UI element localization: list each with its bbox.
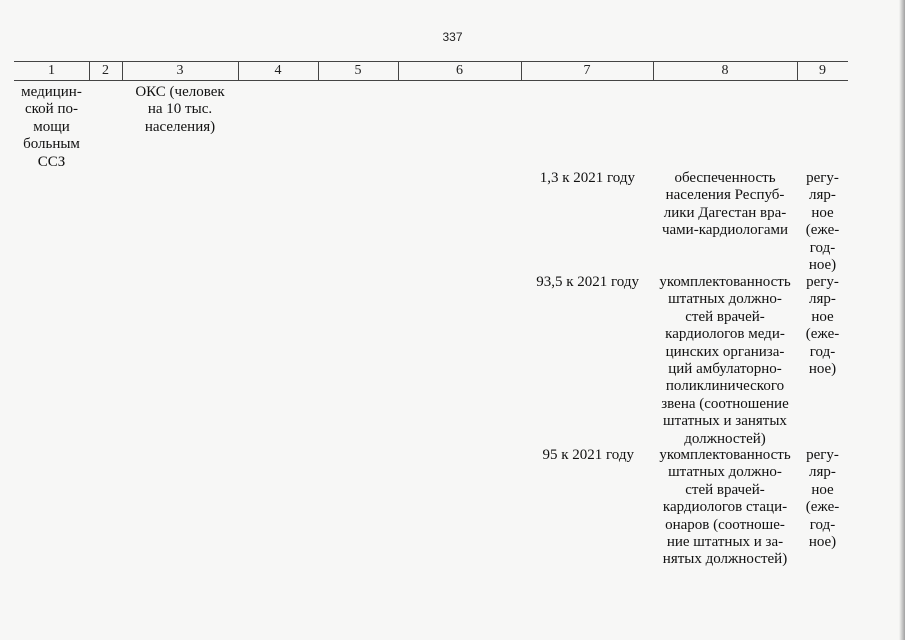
cell-indicator (653, 447, 797, 569)
cell-line: обеспеченность (674, 170, 776, 186)
cell-line: ССЗ (37, 153, 66, 170)
cell-line: ное (811, 481, 834, 498)
cell-line: ное) (808, 534, 837, 551)
cell-line: регу- (806, 170, 839, 186)
cell-unit (122, 84, 238, 136)
cell-line: ляр- (809, 464, 836, 481)
cell-line: (еже- (805, 326, 840, 343)
cell-line: нятых должностей) (662, 551, 788, 568)
cell-line: чами-кардиологами (661, 222, 788, 239)
cell-line: ние штатных и за- (666, 534, 784, 551)
column-number: 5 (354, 63, 362, 78)
cell-line: укомплектованность (659, 274, 791, 290)
cell-line: ное) (808, 257, 837, 274)
cell-line: на 10 тыс. (147, 101, 213, 118)
cell-frequency (797, 274, 848, 378)
cell-line: штатных должно- (668, 464, 782, 481)
cell-line: (еже- (805, 499, 840, 516)
cell-line: регу- (806, 274, 839, 290)
cell-line: (еже- (805, 222, 840, 239)
cell-line: ное (811, 204, 834, 221)
column-number: 9 (819, 63, 826, 78)
page-number: 337 (442, 30, 463, 44)
cell-line: штатных должно- (668, 291, 782, 308)
cell-line: ное (811, 308, 834, 325)
cell-target-value: 93,5 к 2021 году (536, 274, 639, 290)
column-number: 6 (456, 63, 463, 78)
cell-line: штатных и занятых (663, 413, 787, 430)
column-number: 2 (102, 63, 109, 78)
scan-shadow-edge (899, 0, 905, 640)
cell-line: населения) (144, 118, 216, 135)
column-number: 4 (274, 63, 282, 78)
cell-line: мощи (33, 118, 70, 135)
cell-line: лики Дагестан вра- (663, 204, 787, 221)
cell-line: кардиологов меди- (665, 326, 785, 343)
cell-line: кардиологов стаци- (662, 499, 788, 516)
column-number: 3 (176, 63, 184, 78)
column-number: 8 (721, 63, 729, 78)
cell-line: ций амбулаторно- (668, 361, 782, 378)
cell-line: год- (809, 516, 836, 533)
cell-line: ляр- (809, 291, 836, 308)
cell-target-value: 1,3 к 2021 году (539, 170, 635, 186)
cell-indicator (653, 274, 797, 448)
cell-line: стей врачей- (685, 481, 765, 498)
cell-line: стей врачей- (685, 308, 765, 325)
cell-line: регу- (806, 447, 839, 463)
cell-line: населения Респуб- (665, 187, 785, 204)
cell-target-value: 95 к 2021 году (542, 447, 634, 463)
cell-service-name (14, 84, 89, 171)
cell-line: поликлинического (665, 378, 785, 395)
cell-line: должностей) (684, 430, 766, 447)
cell-line: медицин- (21, 84, 82, 100)
cell-indicator (653, 170, 797, 240)
header-bottom-border (14, 80, 848, 81)
cell-line: ное) (808, 361, 837, 378)
column-number: 7 (583, 63, 591, 78)
cell-line: ОКС (человек (135, 84, 225, 100)
cell-line: ской по- (25, 101, 78, 118)
cell-frequency (797, 447, 848, 551)
column-number: 1 (48, 63, 55, 78)
cell-line: звена (соотношение (661, 395, 789, 412)
cell-line: укомплектованность (659, 447, 791, 463)
cell-line: ляр- (809, 187, 836, 204)
cell-line: год- (809, 239, 836, 256)
cell-line: больным (23, 136, 80, 153)
cell-line: цинских организа- (665, 343, 785, 360)
cell-line: год- (809, 343, 836, 360)
cell-line: онаров (соотноше- (665, 516, 785, 533)
cell-frequency (797, 170, 848, 274)
